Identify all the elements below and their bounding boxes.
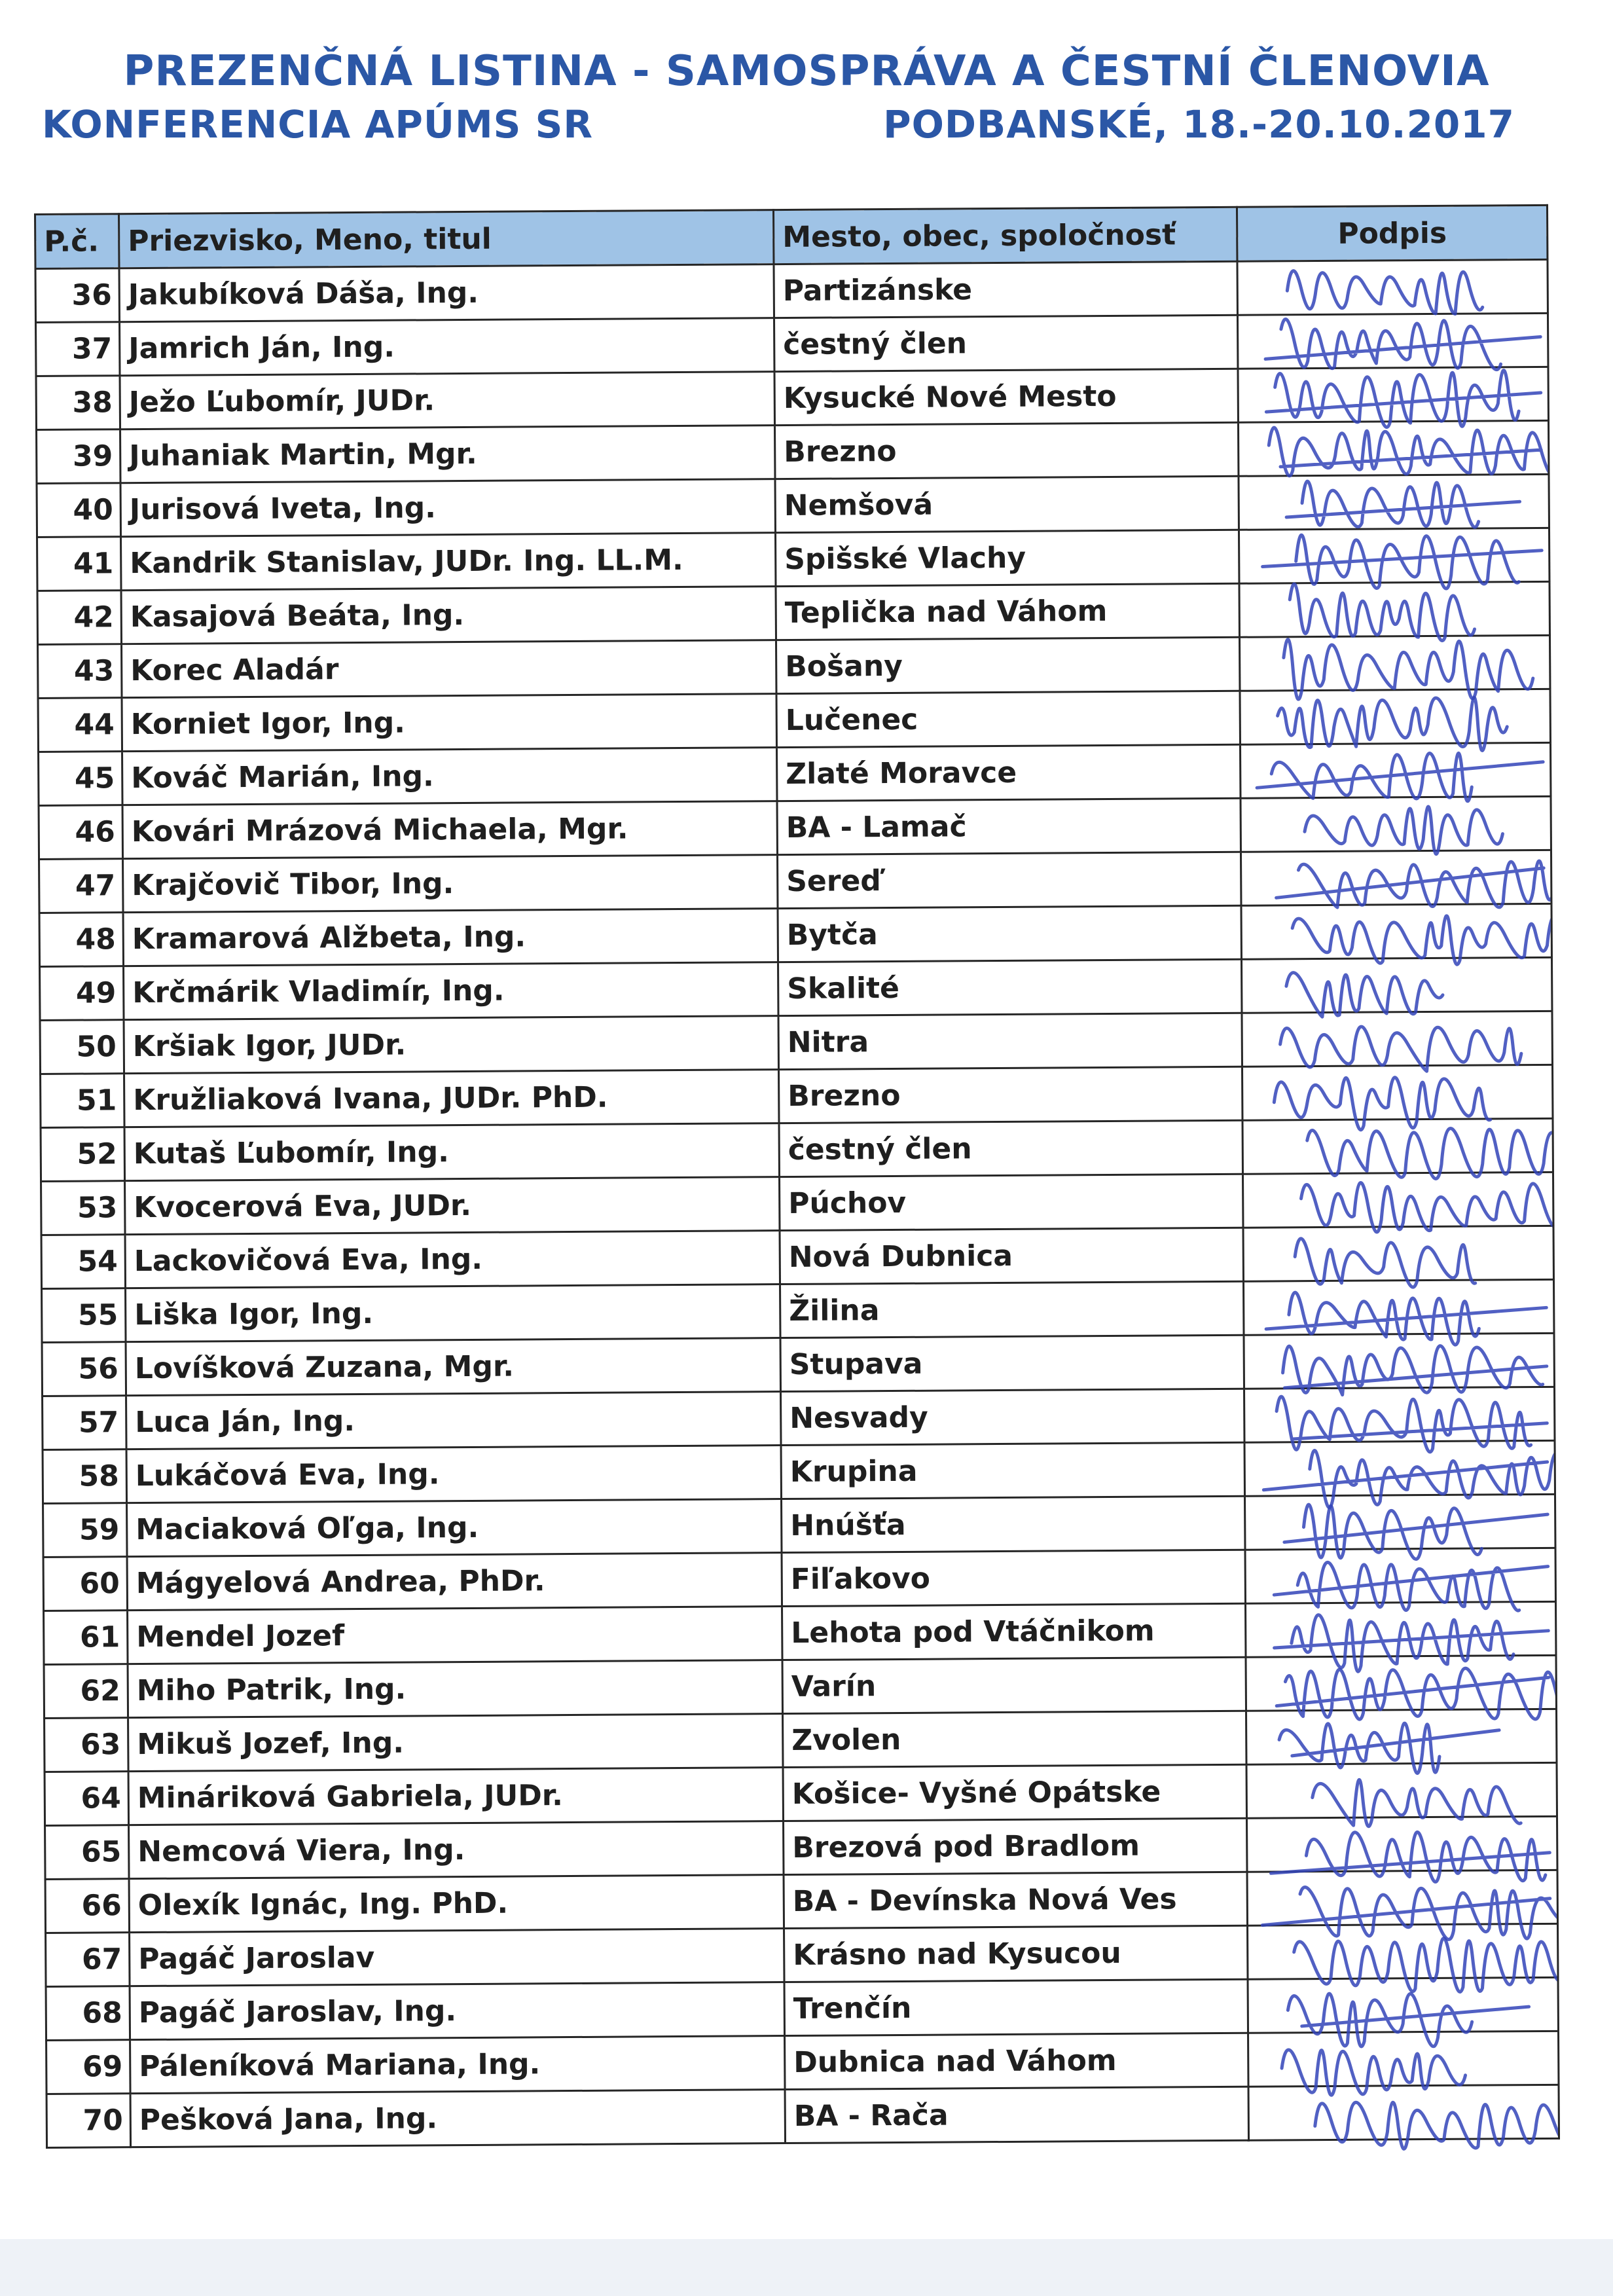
participant-city: BA - Lamač: [777, 798, 1241, 854]
table-row: [45, 1816, 1557, 1879]
participant-city: čestný člen: [774, 315, 1237, 371]
table-row: [45, 1709, 1557, 1772]
signature-cell: [1244, 1440, 1555, 1496]
document-title: PREZENČNÁ LISTINA - SAMOSPRÁVA A ČESTNÍ ČLENOVIA: [123, 47, 1490, 96]
row-number: 57: [43, 1396, 126, 1450]
participant-city: Teplička nad Váhom: [776, 583, 1239, 640]
row-number: 52: [41, 1127, 124, 1182]
signature-cell: [1243, 1279, 1553, 1335]
table-row: [36, 367, 1548, 429]
signature-cell: [1248, 1923, 1558, 1979]
table-row: [37, 474, 1549, 537]
row-number: 66: [45, 1879, 129, 1933]
signature-cell: [1239, 474, 1549, 530]
participant-name: Mináriková Gabriela, JUDr.: [128, 1768, 783, 1825]
row-number: 64: [45, 1772, 128, 1826]
signature-cell: [1237, 313, 1548, 369]
participant-name: Mikuš Jozef, Ing.: [128, 1714, 783, 1772]
table-row: [37, 581, 1550, 644]
table-row: [41, 1065, 1553, 1127]
signature-cell: [1248, 2085, 1559, 2140]
participant-city: Fiľakovo: [782, 1550, 1245, 1606]
row-number: 58: [43, 1449, 126, 1504]
participant-name: Pagáč Jaroslav: [130, 1929, 784, 1986]
attendance-table: [34, 204, 1560, 2149]
row-number: 70: [46, 2094, 130, 2148]
participant-name: Krajčovič Tibor, Ing.: [123, 855, 778, 913]
table-row: [46, 1923, 1558, 1986]
signature-cell: [1240, 742, 1550, 798]
row-number: 53: [41, 1181, 125, 1235]
participant-name: Juhaniak Martin, Mgr.: [120, 426, 775, 483]
participant-city: BA - Rača: [785, 2086, 1248, 2143]
table-row: [42, 1279, 1554, 1342]
row-number: 45: [39, 752, 122, 806]
signature-cell: [1241, 796, 1551, 852]
signature-cell: [1248, 1977, 1558, 2033]
signature-cell: [1238, 367, 1548, 422]
participant-name: Kvocerová Eva, JUDr.: [125, 1177, 780, 1235]
participant-name: Luca Ján, Ing.: [126, 1392, 781, 1449]
row-number: 69: [46, 2040, 130, 2094]
table-header-row: [35, 205, 1548, 268]
table-row: [44, 1655, 1556, 1718]
row-number: 40: [37, 483, 120, 538]
participant-name: Lovíšková Zuzana, Mgr.: [126, 1338, 780, 1396]
row-number: 39: [37, 429, 120, 484]
participant-city: Nitra: [778, 1013, 1242, 1069]
table-row: [41, 1226, 1553, 1288]
participant-name: Jamrich Ján, Ing.: [120, 318, 774, 376]
table-row: [36, 313, 1548, 376]
table-row: [39, 796, 1551, 859]
participant-name: Olexík Ignác, Ing. PhD.: [129, 1875, 784, 1933]
signature-cell: [1239, 528, 1549, 583]
row-number: 67: [46, 1933, 130, 1987]
table-row: [43, 1387, 1555, 1449]
participant-name: Kutaš Ľubomír, Ing.: [124, 1123, 779, 1181]
signature-cell: [1241, 957, 1551, 1013]
participant-city: Brezno: [779, 1066, 1242, 1123]
column-header-name: Priezvisko, Meno, titul: [119, 210, 774, 268]
participant-name: Mendel Jozef: [128, 1607, 782, 1664]
table-row: [41, 1172, 1553, 1235]
participant-city: Krupina: [781, 1442, 1244, 1499]
row-number: 54: [41, 1235, 125, 1289]
signature-cell: [1241, 850, 1551, 905]
participant-name: Jurisová Iveta, Ing.: [120, 479, 775, 537]
row-number: 38: [36, 376, 120, 430]
row-number: 50: [40, 1020, 124, 1074]
participant-city: Brezno: [774, 422, 1238, 479]
signature-cell: [1245, 1494, 1555, 1550]
signature-cell: [1242, 1172, 1553, 1228]
participant-city: čestný člen: [779, 1120, 1242, 1176]
table-row: [45, 1870, 1557, 1933]
row-number: 41: [37, 537, 121, 591]
participant-name: Lackovičová Eva, Ing.: [125, 1231, 780, 1288]
participant-city: Lehota pod Vtáčnikom: [782, 1603, 1246, 1660]
row-number: 63: [45, 1718, 128, 1772]
table-row: [40, 957, 1552, 1020]
participant-city: BA - Devínska Nová Ves: [784, 1872, 1247, 1928]
participant-city: Nová Dubnica: [780, 1228, 1243, 1284]
participant-city: Nemšová: [775, 476, 1239, 532]
row-number: 65: [45, 1825, 129, 1880]
signature-cell: [1248, 2031, 1559, 2086]
signature-cell: [1238, 420, 1548, 476]
subtitle-row: [42, 102, 1515, 147]
signature-cell: [1246, 1762, 1557, 1818]
table-row: [39, 742, 1551, 805]
column-header-number: P.č.: [35, 214, 120, 269]
signature-cell: [1244, 1387, 1555, 1442]
participant-city: Krásno nad Kysucou: [784, 1925, 1248, 1982]
row-number: 44: [38, 698, 122, 752]
participant-name: Kružliaková Ivana, JUDr. PhD.: [124, 1070, 779, 1127]
participant-city: Dubnica nad Váhom: [785, 2033, 1248, 2089]
participant-name: Kramarová Alžbeta, Ing.: [123, 909, 778, 966]
table-row: [38, 635, 1550, 698]
table-row: [46, 2085, 1559, 2147]
signature-cell: [1243, 1226, 1553, 1281]
participant-city: Bytča: [778, 905, 1241, 962]
participant-name: Kováč Marián, Ing.: [122, 748, 777, 805]
attendance-sheet: [34, 204, 1558, 2178]
participant-name: Korec Aladár: [122, 640, 776, 698]
signature-cell: [1244, 1333, 1554, 1389]
row-number: 59: [43, 1503, 127, 1558]
participant-city: Púchov: [780, 1174, 1243, 1230]
table-row: [45, 1762, 1557, 1825]
table-row: [41, 1118, 1553, 1181]
participant-name: Kandrik Stanislav, JUDr. Ing. LL.M.: [121, 533, 776, 591]
place-date: PODBANSKÉ, 18.-20.10.2017: [883, 102, 1515, 147]
row-number: 36: [35, 268, 119, 323]
participant-city: Trenčín: [784, 1979, 1248, 2035]
participant-name: Maciaková Oľga, Ing.: [127, 1499, 782, 1557]
participant-name: Krčmárik Vladimír, Ing.: [124, 962, 778, 1020]
participant-name: Nemcová Viera, Ing.: [129, 1821, 784, 1879]
participant-name: Ježo Ľubomír, JUDr.: [120, 372, 774, 429]
participant-city: Stupava: [780, 1335, 1244, 1391]
row-number: 46: [39, 805, 122, 860]
row-number: 42: [37, 591, 121, 645]
signature-cell: [1246, 1655, 1556, 1711]
signature-cell: [1242, 1065, 1552, 1120]
table-row: [44, 1601, 1556, 1664]
participant-name: Korniet Igor, Ing.: [122, 694, 776, 752]
signature-cell: [1241, 903, 1551, 959]
signature-cell: [1239, 581, 1550, 637]
participant-city: Lučenec: [776, 691, 1240, 747]
row-number: 49: [40, 966, 124, 1021]
participant-name: Lukáčová Eva, Ing.: [126, 1446, 781, 1503]
row-number: 56: [42, 1342, 126, 1396]
table-row: [46, 2031, 1559, 2094]
table-row: [39, 903, 1551, 966]
participant-city: Brezová pod Bradlom: [784, 1818, 1247, 1874]
participant-name: Miho Patrik, Ing.: [128, 1660, 782, 1718]
event-name: KONFERENCIA APÚMS SR: [42, 102, 594, 147]
participant-city: Spišské Vlachy: [775, 530, 1239, 586]
table-body: [35, 259, 1559, 2147]
table-row: [43, 1440, 1555, 1503]
row-number: 47: [39, 859, 123, 913]
signature-cell: [1247, 1870, 1557, 1925]
column-header-city: Mesto, obec, spoločnosť: [773, 207, 1237, 264]
row-number: 55: [42, 1288, 126, 1343]
participant-name: Pešková Jana, Ing.: [130, 2090, 785, 2147]
participant-city: Sereď: [778, 852, 1241, 908]
signature-cell: [1246, 1601, 1556, 1657]
column-header-signature: Podpis: [1237, 205, 1547, 261]
participant-name: Kovári Mrázová Michaela, Mgr.: [122, 801, 777, 859]
row-number: 43: [38, 644, 122, 699]
participant-name: Kršiak Igor, JUDr.: [124, 1016, 778, 1074]
row-number: 60: [43, 1557, 127, 1611]
row-number: 62: [44, 1664, 128, 1719]
participant-city: Kysucké Nové Mesto: [774, 369, 1238, 425]
participant-city: Bošany: [776, 637, 1240, 693]
row-number: 51: [41, 1074, 124, 1128]
signature-cell: [1242, 1011, 1552, 1066]
table-row: [39, 850, 1551, 913]
signature-cell: [1247, 1816, 1557, 1872]
participant-city: Hnúšťa: [782, 1496, 1245, 1552]
participant-city: Skalité: [778, 959, 1242, 1015]
table-row: [42, 1333, 1554, 1396]
row-number: 68: [46, 1986, 130, 2041]
participant-city: Žilina: [780, 1281, 1244, 1338]
participant-name: Liška Igor, Ing.: [126, 1285, 780, 1342]
participant-city: Zlaté Moravce: [777, 744, 1241, 801]
table-row: [40, 1011, 1552, 1074]
row-number: 61: [44, 1611, 128, 1665]
row-number: 37: [36, 322, 120, 376]
participant-name: Pagáč Jaroslav, Ing.: [130, 1982, 784, 2040]
table-row: [43, 1548, 1555, 1611]
table-row: [35, 259, 1548, 322]
row-number: 48: [39, 913, 123, 967]
participant-city: Košice- Vyšné Opátske: [783, 1764, 1246, 1821]
signature-cell: [1242, 1118, 1553, 1174]
signature-cell: [1237, 259, 1548, 315]
participant-city: Nesvady: [781, 1389, 1244, 1445]
signature-cell: [1246, 1709, 1557, 1764]
scan-margin: [0, 2239, 1613, 2296]
participant-name: Mágyelová Andrea, PhDr.: [127, 1553, 782, 1611]
table-row: [46, 1977, 1558, 2040]
participant-name: Páleníková Mariana, Ing.: [130, 2036, 785, 2094]
table-row: [43, 1494, 1555, 1557]
participant-city: Partizánske: [774, 261, 1237, 318]
signature-cell: [1240, 689, 1550, 744]
participant-city: Varín: [782, 1657, 1246, 1713]
signature-cell: [1239, 635, 1550, 691]
table-row: [37, 528, 1550, 591]
participant-name: Kasajová Beáta, Ing.: [121, 587, 776, 644]
table-row: [37, 420, 1549, 483]
signature-cell: [1245, 1548, 1555, 1603]
table-row: [38, 689, 1550, 752]
participant-name: Jakubíková Dáša, Ing.: [119, 264, 774, 322]
participant-city: Zvolen: [783, 1711, 1246, 1767]
